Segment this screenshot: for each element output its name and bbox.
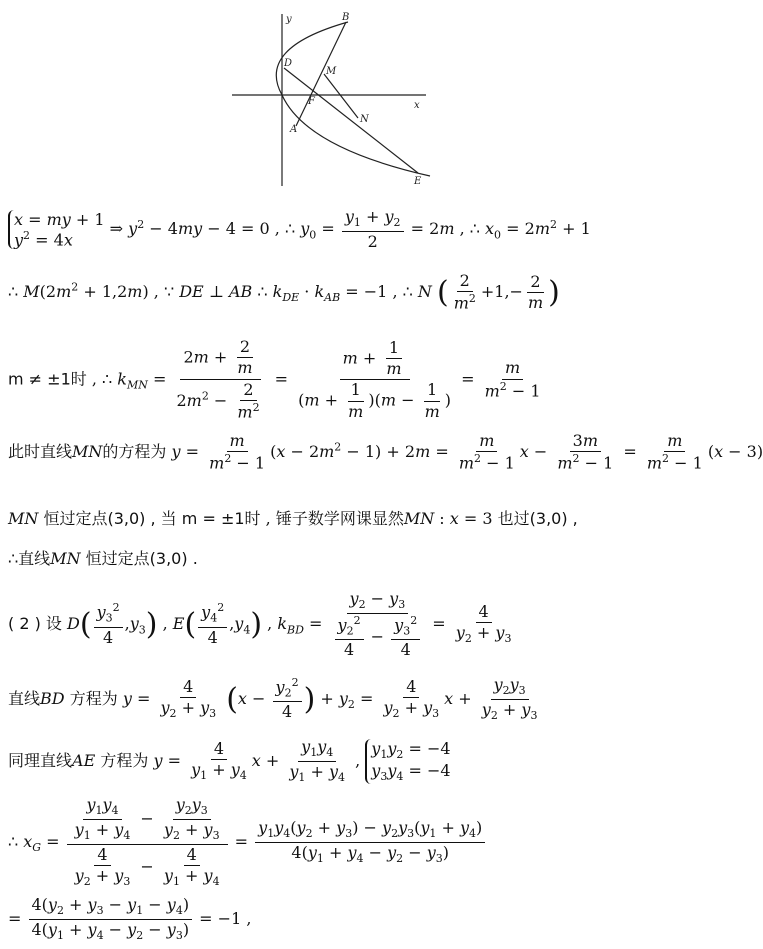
label-E: E bbox=[414, 176, 422, 187]
math-line-4: 此时直线MN的方程为 y = $\frac{m}{m^2 - 1}$ $(x - 2m^2 - 1) + 2m$ = $\frac{m}{m^2 - 1}$ x − $\frac{3m}{m^2 - 1}$ = $\frac{m}{m^2 - 1}$ (x − 3) bbox=[8, 431, 763, 473]
line-MN bbox=[324, 74, 358, 118]
math-line-6: ∴直线MN 恒过定点(3,0) . bbox=[8, 549, 198, 568]
label-F: F bbox=[308, 96, 315, 107]
math-line-11: = $\frac{4(y_2 + y_3 - y_1 - y_4)}{4(y_1 + y_4 - y_2 - y_3)}$ = −1 , bbox=[8, 895, 252, 943]
math-line-10: ∴ $x_G$ = $\frac{y_1y_4}{y_1 + y_4}$ − $\frac{y_2y_3}{y_2 + y_3}$ $\frac{4}{y_2 + y_3}$ − $\frac{4}{y_1 + y_4}$ = $\frac{y_1y_4(y_2 + y_3) - y_2y_3(y_1 + y_4)}{4(y_1 + y_4 - y_2 - y_3)}$ bbox=[8, 796, 487, 889]
label-A: A bbox=[290, 124, 298, 135]
math-line-5: MN 恒过定点(3,0) , 当 m = ±1时 , 锤子数学网课显然MN : x = 3 也过(3,0) , bbox=[8, 509, 578, 528]
label-D: D bbox=[284, 58, 293, 69]
math-line-1: x = my + 1 $y^2 = 4x$ ⇒ $y^2 - 4my - 4 = 0$ , ∴ $y_0$ = $\frac{y_1 + y_2}{2}$ = 2m , ∴ $x_0 = 2m^2 + 1$ bbox=[8, 208, 591, 251]
label-B: B bbox=[342, 12, 350, 23]
math-line-8: 直线BD 方程为 y = $\frac{4}{y_2 + y_3}$ (x − $\frac{y_2^2}{4}$ ) + $y_2$ = $\frac{4}{y_2 + y_3}$ x + $\frac{y_2y_3}{y_2 + y_3}$ bbox=[8, 675, 538, 723]
parabola-curve bbox=[276, 22, 430, 176]
math-line-9: 同理直线AE 方程为 y = $\frac{4}{y_1 + y_4}$ x + $\frac{y_1y_4}{y_1 + y_4}$ , $y_1y_2 = -4$ $y_3y_4 = -4$ bbox=[8, 737, 451, 785]
math-line-2: ∴ $M(2m^2 + 1,2m)$ , ∵ DE ⊥ AB ∴ $k_{DE} \cdot k_{AB} = -1$ , ∴ N ( $\frac{2}{m^2}$ +1,− $\frac{2}{m}$ ) bbox=[8, 271, 560, 313]
label-x: x bbox=[414, 100, 420, 111]
line-DE bbox=[284, 68, 418, 173]
label-N: N bbox=[360, 114, 369, 125]
label-y: y bbox=[286, 14, 292, 25]
label-M: M bbox=[326, 66, 337, 77]
parabola-figure bbox=[228, 8, 438, 188]
math-line-7: ( 2 ) 设 D( $\frac{y_3^2}{4}$ $,y_3$) , E( $\frac{y_4^2}{4}$ $,y_4$) , $k_{BD}$ = $y_2 - y_3$ $\frac{y_2^2}{4}$ − $\frac{y_3^2}{4}$ = $\frac{4}{y_2 + y_3}$ bbox=[8, 589, 512, 659]
math-line-3: m ≠ ±1时 , ∴ $k_{MN}$ = 2m + $\frac{2}{m}$ $2m^2$ − $\frac{2}{m^2}$ = m + $\frac{1}{m}$ (m + $\frac{1}{m}$ )(m − $\frac{1}{m}$ ) = $\frac{m}{m^2 - 1}$ bbox=[8, 337, 541, 422]
